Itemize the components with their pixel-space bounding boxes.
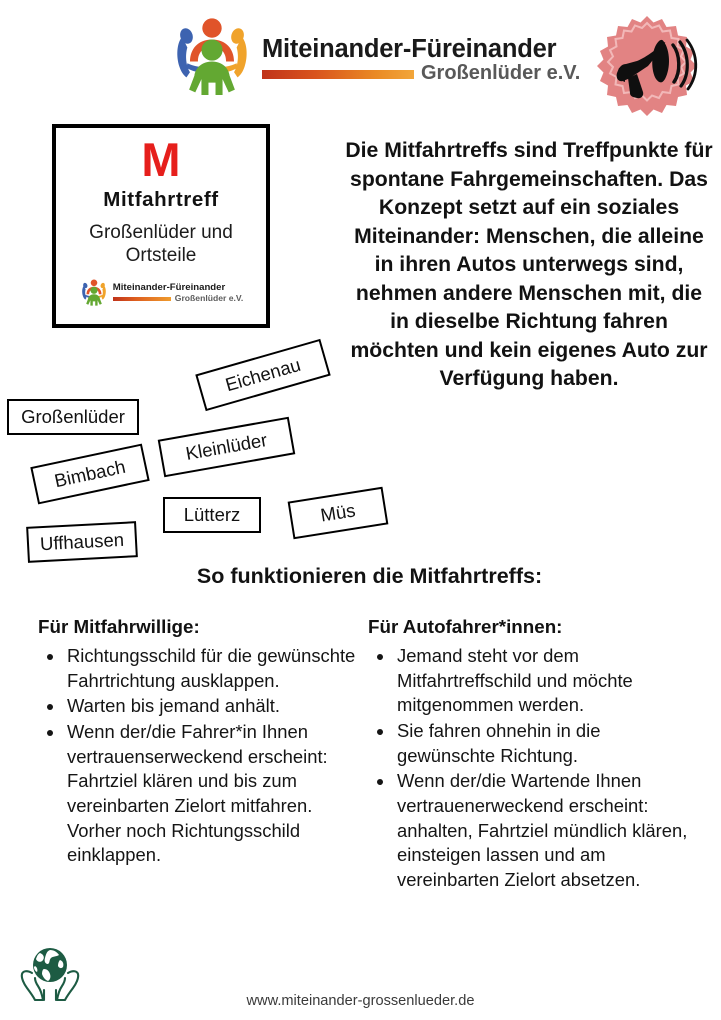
column-left-list — [38, 644, 358, 868]
section-heading: So funktionieren die Mitfahrtreffs: — [196, 564, 543, 588]
sign-logo-line1: Miteinander-Füreinander — [112, 281, 226, 293]
sign-logo-line2: Großenlüder e.V. — [174, 293, 244, 304]
sign-brand-gradient-bar — [113, 297, 171, 301]
village-label — [288, 487, 389, 540]
sign-title: Mitfahrtreff — [103, 187, 219, 211]
village-label-text: Müs — [319, 499, 357, 526]
village-label — [26, 521, 138, 563]
footer-url[interactable]: www.miteinander-grossenlueder.de — [246, 993, 475, 1009]
village-label-text: Bimbach — [52, 455, 128, 492]
sign-subtitle: Großenlüder und Ortsteile — [89, 221, 233, 267]
list-item: • Jemand steht vor dem Mitfahrtreffschild und möchte mitgenommen werden. — [395, 644, 698, 718]
village-label-text: Großenlüder — [21, 406, 125, 427]
village-label-text: Kleinlüder — [184, 429, 269, 464]
village-label — [163, 497, 261, 533]
column-autofahrerinnen — [368, 616, 698, 894]
sign-org-logo — [64, 278, 258, 308]
list-item: • Warten bis jemand anhält. — [65, 694, 358, 719]
column-left-heading: Für Mitfahrwillige: — [38, 616, 200, 637]
village-label — [30, 444, 149, 505]
megaphone-badge — [592, 14, 702, 124]
column-right-heading: Für Autofahrer*innen: — [368, 616, 563, 637]
column-right-list — [368, 644, 698, 893]
sign-letter-m: M — [141, 133, 181, 186]
org-name-line2: Großenlüder e.V. — [421, 62, 581, 85]
brand-gradient-bar — [262, 70, 414, 79]
list-item: • Richtungsschild für die gewünschte Fahrtrichtung ausklappen. — [65, 644, 358, 693]
list-item: • Sie fahren ohnehin in die gewünschte Richtung. — [395, 719, 698, 768]
intro-paragraph: Die Mitfahrtreffs sind Treffpunkte für spontane Fahrgemeinschaften. Das Konzept setzt auf ein soziales Miteinander: Menschen, die alleine in ihren Autos unterwegs sind, nehmen andere Menschen mit, die in dieselbe Richtung fahren möchten und kein eigenes Auto zur Verfügung haben. — [345, 139, 713, 391]
village-label-text: Uffhausen — [39, 528, 125, 555]
village-label — [195, 339, 330, 411]
list-item: • Wenn der/die Fahrer*in Ihnen vertrauenserweckend erscheint: Fahrtziel klären und bis zum vereinbarten Zielort mitfahren. Vorher noch Richtungsschild einklappen. — [65, 720, 358, 868]
header-logo — [168, 12, 581, 104]
village-label-text: Lütterz — [183, 504, 241, 525]
village-label-text: Eichenau — [222, 353, 303, 396]
village-label — [158, 417, 296, 478]
header-wordmark — [262, 32, 580, 85]
people-circle-logo-icon — [168, 14, 256, 102]
column-mitfahrwillige — [38, 616, 358, 869]
list-item: • Wenn der/die Wartende Ihnen vertrauenerweckend erscheint: anhalten, Fahrtziel mündlich klären, einsteigen lassen und am vereinbarten Zielort absetzen. — [395, 769, 698, 892]
org-name-line1: Miteinander-Füreinander — [262, 34, 557, 63]
village-label — [7, 399, 139, 435]
people-circle-logo-icon — [79, 278, 109, 308]
mitfahrtreff-sign — [52, 124, 270, 328]
